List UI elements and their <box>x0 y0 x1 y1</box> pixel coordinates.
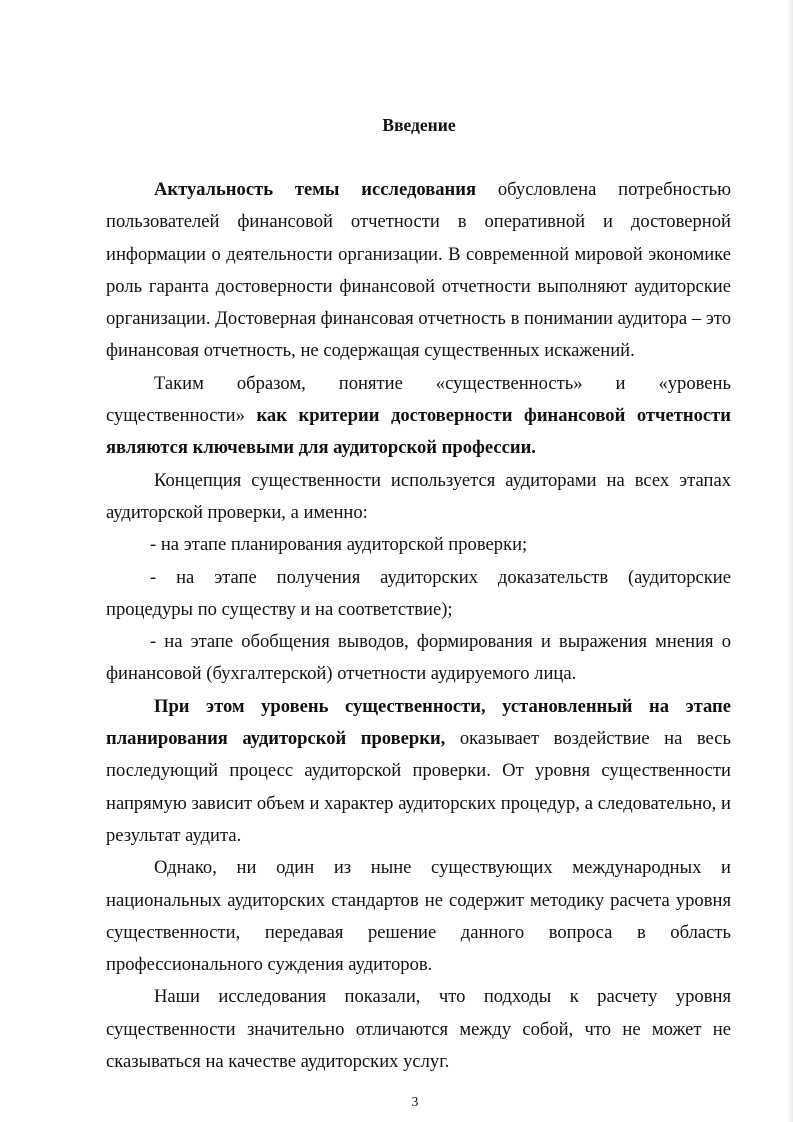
document-body <box>106 174 731 1078</box>
paragraph-research-findings <box>106 981 731 1078</box>
paragraph-standards <box>106 852 731 981</box>
paragraph-materiality-level <box>106 691 731 852</box>
paragraph-standards-text: Однако, ни один из ныне существующих международных и национальных аудиторских стандартов не содержит методику расчета уровня существенности, передавая решение данного вопроса в область профессионального суждения аудиторов. <box>106 857 731 976</box>
paragraph-relevance-text: обусловлена потребностью пользователей финансовой отчетности в оперативной и достоверной информации о деятельности организации. В современной мировой экономике роль гаранта достоверности финансовой отчетности выполняют аудиторские организации. Достоверная финансовая отчетность в понимании аудитора – это финансовая отчетность, не содержащая существенных искажений. <box>106 179 731 362</box>
list-item-text: - на этапе планирования аудиторской проверки; <box>150 534 528 556</box>
paragraph-audit-stages <box>106 465 731 530</box>
paragraph-materiality-concept-bold: как критерии достоверности финансовой отчетности являются ключевыми для аудиторской профессии. <box>106 405 732 459</box>
paragraph-materiality-concept-text: Таким образом, понятие «существенность» и «уровень существенности» <box>106 372 731 427</box>
list-item <box>106 626 731 691</box>
paragraph-relevance-bold: Актуальность темы исследования <box>154 179 477 200</box>
paragraph-materiality-level-text: оказывает воздействие на весь последующий процесс аудиторской проверки. От уровня существенности напрямую зависит объем и характер аудиторских процедур, а следовательно, и результат аудита. <box>106 728 731 846</box>
paragraph-research-findings-text: Наши исследования показали, что подходы к расчету уровня существенности значительно отличаются между собой, что не может не сказываться на качестве аудиторских услуг. <box>106 986 731 1073</box>
list-item-text: - на этапе получения аудиторских доказательств (аудиторские процедуры по существу и на соответствие); <box>106 566 731 620</box>
list-item <box>106 529 731 561</box>
paragraph-relevance <box>106 174 731 368</box>
list-item <box>106 562 731 627</box>
page-number: 3 <box>411 1094 419 1109</box>
list-item-text: - на этапе обобщения выводов, формирования и выражения мнения о финансовой (бухгалтерской) отчетности аудируемого лица. <box>106 631 731 685</box>
scan-edge-shadow <box>787 0 793 1122</box>
paragraph-materiality-concept <box>106 368 731 465</box>
paragraph-materiality-level-bold: При этом уровень существенности, установленный на этапе планирования аудиторской проверки, <box>106 695 731 750</box>
section-heading: Введение <box>382 115 456 135</box>
paragraph-audit-stages-text: Концепция существенности используется аудиторами на всех этапах аудиторской проверки, а именно: <box>106 469 731 523</box>
